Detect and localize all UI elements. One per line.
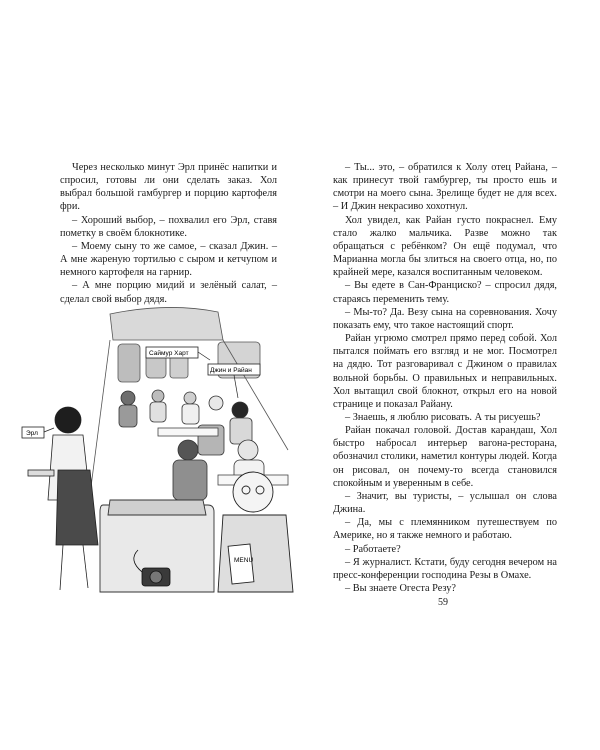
svg-text:Саймур Харт: Саймур Харт [149,350,189,357]
label-seymour [146,347,210,360]
svg-text:Эрл: Эрл [26,430,38,437]
menu-card-text: MENU [234,557,254,564]
paragraph: Райан угрюмо смотрел прямо перед собой. Хол пытался поймать его взгляд и не мог. Посмотрел на дядю. Тот разговаривал с Джином о правилах вольной борьбы. О правильных и неправильных. Хол вытащил свой блокнот, открыл его на новой странице и показал Райану. [333,333,557,410]
paragraph: – Ты... это, – обратился к Холу отец Райана, – как принесут твой гамбургер, ты просто ешь и смотри на моего сына. Зрелище будет не для всех. – И Джин некрасиво хохотнул. [333,162,557,213]
paragraph: Райан покачал головой. Достав карандаш, Хол быстро набросал интерьер вагона-ресторана, обозначил столики, наметил контуры людей. Когда он рисовал, он почему-то всегда становился спокойным и уверенным в себе. [333,425,557,489]
paragraph: Через несколько минут Эрл принёс напитки и спросил, готовы ли они сделать заказ. Хол выбрал большой гамбургер и порцию картофеля фри. [60,162,277,213]
paragraph: – А мне порцию мидий и зелёный салат, – сделал свой выбор дядя. [60,280,277,305]
right-text-column [333,161,557,595]
svg-text:Джин и Райан: Джин и Райан [210,367,252,374]
label-gene-ryan [208,364,260,398]
paragraph: – Вы знаете Огеста Резу? [345,583,456,594]
paragraph: – Да, мы с племянником путешествуем по Америке, но я также немного и работаю. [333,517,557,542]
paragraph: – Знаешь, я люблю рисовать. А ты рисуешь? [345,411,541,423]
paragraph: – Я журналист. Кстати, буду сегодня вечером на пресс-конференции господина Резы в Омахе. [333,556,557,581]
paragraph: – Вы едете в Сан-Франциско? – спросил дядя, стараясь переменить тему. [333,280,557,305]
uncle-seymour [218,472,293,592]
left-text-column [60,161,277,306]
paragraph: – Хороший выбор, – похвалил его Эрл, ставя пометку в своём блокнотике. [60,214,277,239]
paragraph: – Мы-то? Да. Везу сына на соревнования. Хочу показать ему, что такое настоящий спорт. [333,306,557,331]
paragraph: – Работаете? [345,543,401,555]
paragraph: – Значит, вы туристы, – услышал он слова Джина. [333,490,557,516]
paragraph: – Моему сыну то же самое, – сказал Джин. – А мне жареную тортилью с сыром и кетчупом и немного картофеля на гарнир. [60,240,277,279]
page-number: 59 [438,597,448,608]
label-earl [22,427,54,438]
paragraph: Хол увидел, как Райан густо покраснел. Ему стало жалко мальчика. Разве можно так обращаться с ребёнком? Он ещё подумал, что Марианна могла бы злиться на своего отца, но, по крайней мере, казался воспитанным человеком. [333,214,557,279]
dining-car-illustration [18,300,300,595]
